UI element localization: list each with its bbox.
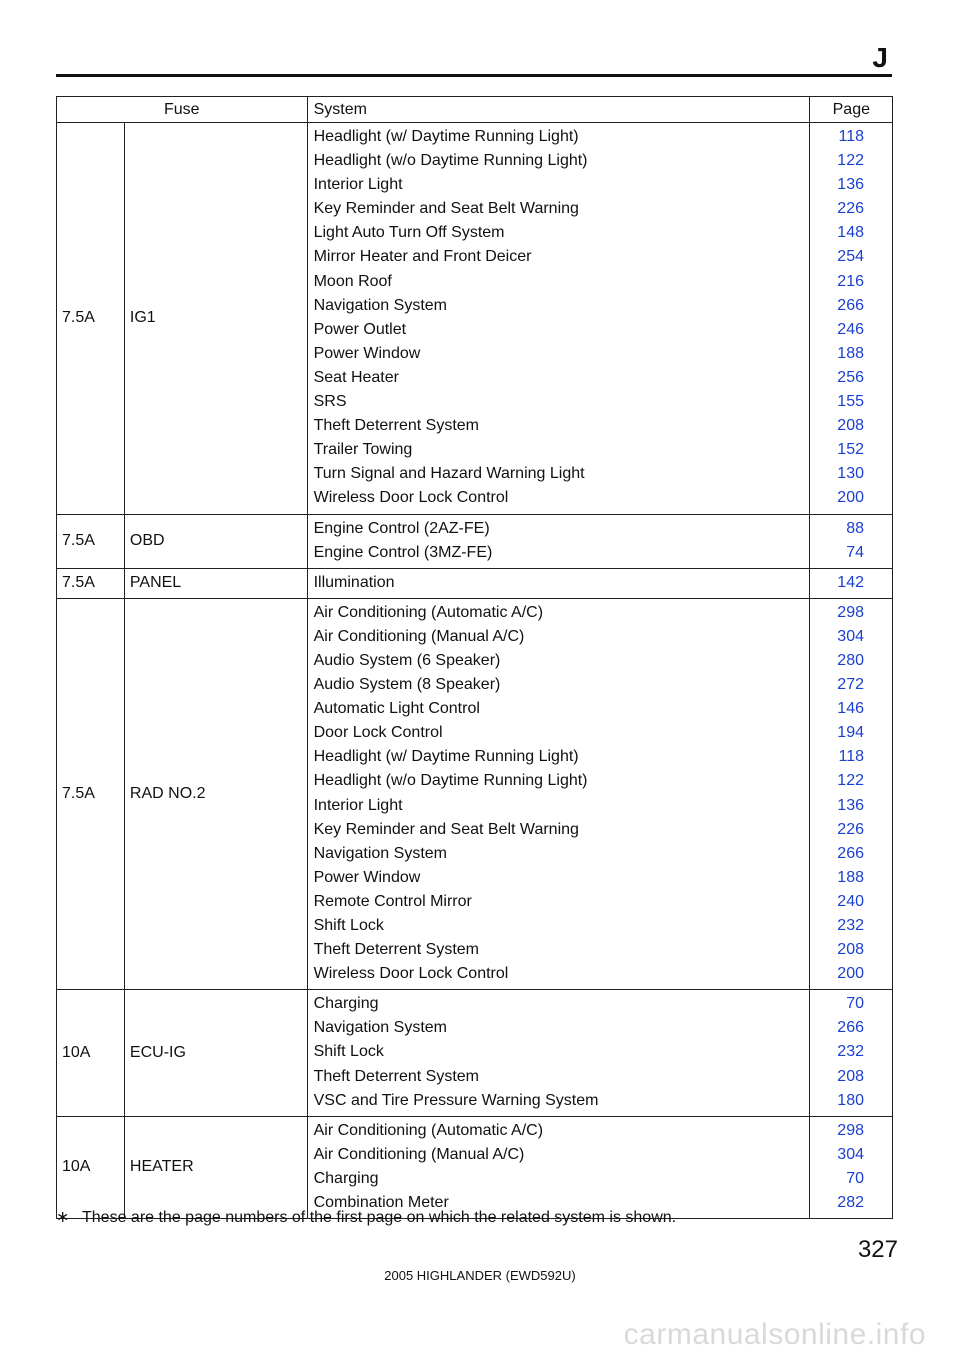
- system-name: Illumination: [313, 573, 395, 591]
- system-name: Seat Heater: [313, 368, 399, 386]
- page-cell: [810, 598, 893, 990]
- system-name: Theft Deterrent System: [313, 941, 479, 959]
- fuse-name: ECU-IG: [124, 990, 307, 1116]
- system-name: Power Window: [313, 344, 421, 362]
- page-cell: [810, 123, 893, 515]
- table-row: [57, 598, 893, 990]
- header-fuse: Fuse: [57, 97, 308, 123]
- system-name: Engine Control (2AZ-FE): [313, 519, 490, 537]
- system-name: Trailer Towing: [313, 441, 413, 459]
- system-name: Charging: [313, 1169, 379, 1187]
- page-reference-link[interactable]: 122: [837, 772, 864, 790]
- page-cell: [810, 990, 893, 1116]
- system-name: Navigation System: [313, 1019, 447, 1037]
- page-reference-link[interactable]: 208: [837, 941, 864, 959]
- page-reference-link[interactable]: 256: [837, 368, 864, 386]
- page-reference-link[interactable]: 246: [837, 320, 864, 338]
- page-reference-link[interactable]: 180: [837, 1091, 864, 1109]
- system-name: Headlight (w/ Daytime Running Light): [313, 748, 579, 766]
- system-name: SRS: [313, 393, 347, 411]
- table-header-row: [57, 97, 893, 123]
- fuse-name: RAD NO.2: [124, 598, 307, 990]
- system-name: Engine Control (3MZ-FE): [313, 543, 493, 561]
- system-name: Interior Light: [313, 176, 403, 194]
- system-name: Air Conditioning (Manual A/C): [313, 627, 525, 645]
- page-reference-link[interactable]: 298: [837, 1121, 864, 1139]
- system-name: Wireless Door Lock Control: [313, 489, 509, 507]
- page-reference-link[interactable]: 70: [846, 1169, 864, 1187]
- fuse-amperage: 7.5A: [57, 598, 125, 990]
- system-cell: [307, 1116, 809, 1218]
- page-reference-link[interactable]: 88: [846, 519, 864, 537]
- page-reference-link[interactable]: 272: [837, 676, 864, 694]
- page-reference-link[interactable]: 136: [837, 176, 864, 194]
- table-row: [57, 568, 893, 598]
- system-name: Key Reminder and Seat Belt Warning: [313, 820, 579, 838]
- fuse-name: PANEL: [124, 568, 307, 598]
- page-reference-link[interactable]: 266: [837, 844, 864, 862]
- footnote-marker: ∗: [56, 1209, 70, 1226]
- table-row: [57, 514, 893, 568]
- system-name: Navigation System: [313, 844, 447, 862]
- system-name: Shift Lock: [313, 1043, 384, 1061]
- fuse-amperage: 7.5A: [57, 123, 125, 515]
- fuse-amperage: 7.5A: [57, 514, 125, 568]
- page-reference-link[interactable]: 188: [837, 344, 864, 362]
- fuse-table: [56, 96, 893, 1219]
- page-reference-link[interactable]: 74: [846, 543, 864, 561]
- page-reference-link[interactable]: 232: [837, 1043, 864, 1061]
- system-name: Headlight (w/o Daytime Running Light): [313, 772, 588, 790]
- page-reference-link[interactable]: 146: [837, 700, 864, 718]
- page-reference-link[interactable]: 232: [837, 917, 864, 934]
- system-name: Light Auto Turn Off System: [313, 224, 505, 242]
- system-cell: [307, 123, 809, 515]
- page-reference-link[interactable]: 194: [837, 724, 864, 742]
- system-name: Audio System (8 Speaker): [313, 676, 501, 694]
- system-name: Power Window: [313, 868, 421, 886]
- page-reference-link[interactable]: 148: [837, 224, 864, 242]
- page-reference-link[interactable]: 298: [837, 603, 864, 621]
- page-reference-link[interactable]: 200: [837, 489, 864, 507]
- page-number: 327: [857, 1236, 898, 1263]
- system-name: Door Lock Control: [313, 724, 443, 742]
- system-name: VSC and Tire Pressure Warning System: [313, 1091, 599, 1109]
- page-reference-link[interactable]: 226: [837, 820, 864, 838]
- fuse-table-body: [57, 123, 893, 1219]
- system-name: Shift Lock: [313, 917, 384, 934]
- page-cell: [810, 1116, 893, 1218]
- system-name: Power Outlet: [313, 320, 407, 338]
- system-name: Air Conditioning (Manual A/C): [313, 1145, 525, 1163]
- document-id: 2005 HIGHLANDER (EWD592U): [384, 1268, 576, 1283]
- page-reference-link[interactable]: 304: [837, 1145, 864, 1163]
- system-cell: [307, 990, 809, 1116]
- system-name: Audio System (6 Speaker): [313, 651, 501, 669]
- page-reference-link[interactable]: 188: [837, 868, 864, 886]
- page-reference-link[interactable]: 142: [837, 573, 864, 591]
- page-reference-link[interactable]: 152: [837, 441, 864, 459]
- page-reference-link[interactable]: 304: [837, 627, 864, 645]
- page-reference-link[interactable]: 282: [837, 1194, 864, 1212]
- page-reference-link[interactable]: 280: [837, 651, 864, 669]
- system-name: Combination Meter: [313, 1194, 449, 1212]
- system-name: Interior Light: [313, 796, 403, 814]
- table-row: [57, 123, 893, 515]
- watermark: carmanualsonline.info: [623, 1318, 926, 1351]
- system-name: Air Conditioning (Automatic A/C): [313, 603, 544, 621]
- system-cell: [307, 598, 809, 990]
- system-name: Mirror Heater and Front Deicer: [313, 248, 532, 266]
- footnote: [56, 1207, 676, 1227]
- page-reference-link[interactable]: 136: [837, 796, 864, 814]
- section-letter: J: [872, 42, 888, 73]
- system-name: Headlight (w/o Daytime Running Light): [313, 152, 588, 170]
- page-cell: [810, 568, 893, 598]
- page-reference-link[interactable]: 266: [837, 296, 864, 314]
- system-name: Wireless Door Lock Control: [313, 965, 509, 983]
- system-cell: [307, 568, 809, 598]
- page-reference-link[interactable]: 130: [837, 465, 864, 483]
- table-row: [57, 990, 893, 1116]
- page-reference-link[interactable]: 208: [837, 417, 864, 435]
- system-name: Theft Deterrent System: [313, 1067, 479, 1085]
- fuse-amperage: 10A: [57, 1116, 125, 1218]
- fuse-amperage: 7.5A: [57, 568, 125, 598]
- system-name: Automatic Light Control: [313, 700, 480, 718]
- system-name: Moon Roof: [313, 272, 392, 290]
- page-reference-link[interactable]: 122: [837, 152, 864, 170]
- header-system: System: [307, 97, 809, 123]
- table-row: [57, 1116, 893, 1218]
- system-name: Air Conditioning (Automatic A/C): [313, 1121, 544, 1139]
- fuse-amperage: 10A: [57, 990, 125, 1116]
- page-reference-link[interactable]: 240: [837, 892, 864, 910]
- footnote-text: These are the page numbers of the first page on which the related system is shown.: [82, 1209, 677, 1226]
- page-reference-link[interactable]: 118: [838, 748, 864, 766]
- page-reference-link[interactable]: 208: [837, 1067, 864, 1085]
- fuse-name: OBD: [124, 514, 307, 568]
- system-name: Key Reminder and Seat Belt Warning: [313, 200, 579, 218]
- system-name: Turn Signal and Hazard Warning Light: [313, 465, 585, 483]
- page-reference-link[interactable]: 254: [837, 248, 864, 266]
- page-reference-link[interactable]: 226: [837, 200, 864, 218]
- header-page: Page: [810, 97, 893, 123]
- page-reference-link[interactable]: 118: [838, 128, 864, 145]
- page-reference-link[interactable]: 216: [837, 272, 864, 290]
- page-reference-link[interactable]: 200: [837, 965, 864, 983]
- system-name: Remote Control Mirror: [313, 892, 472, 910]
- top-rule: [56, 74, 892, 77]
- fuse-name: HEATER: [124, 1116, 307, 1218]
- system-name: Navigation System: [313, 296, 447, 314]
- system-name: Headlight (w/ Daytime Running Light): [313, 128, 579, 145]
- system-cell: [307, 514, 809, 568]
- fuse-name: IG1: [124, 123, 307, 515]
- page-reference-link[interactable]: 266: [837, 1019, 864, 1037]
- page-reference-link[interactable]: 155: [837, 393, 864, 411]
- system-name: Theft Deterrent System: [313, 417, 479, 435]
- page-reference-link[interactable]: 70: [846, 995, 864, 1013]
- system-name: Charging: [313, 995, 379, 1013]
- page-cell: [810, 514, 893, 568]
